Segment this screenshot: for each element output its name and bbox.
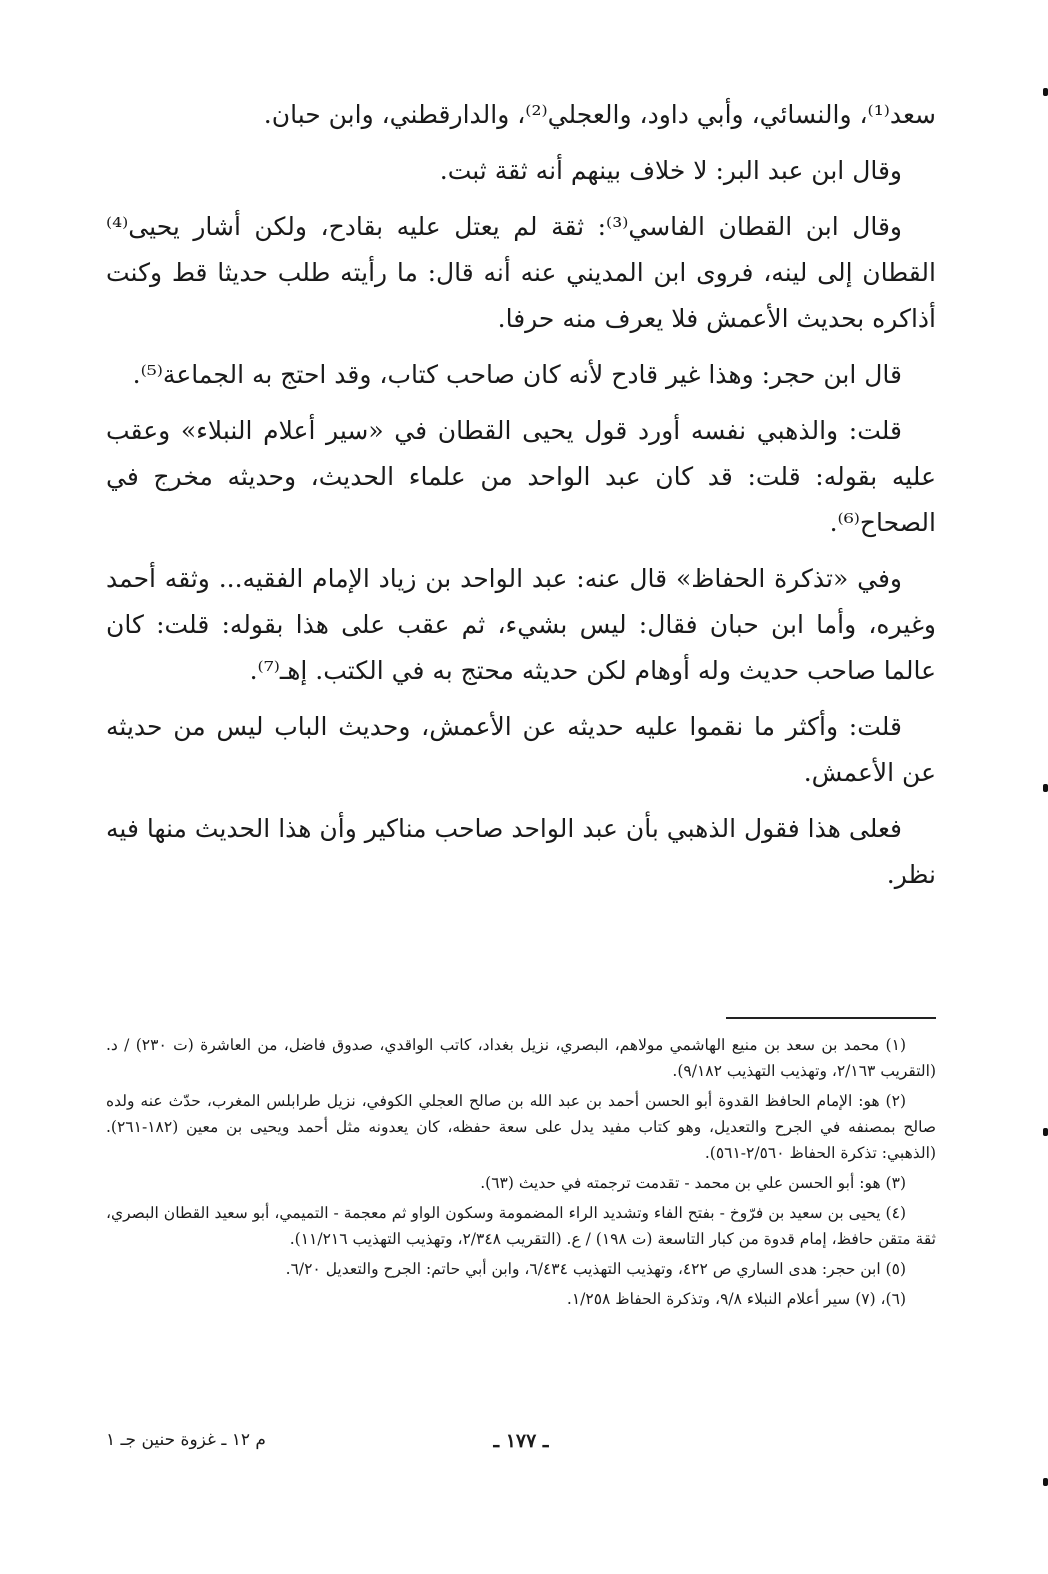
paragraph: قلت: والذهبي نفسه أورد قول يحيى القطان في «سير أعلام النبلاء» وعقب عليه بقوله: قلت: قد كان عبد الواحد من علماء الحديث، وحديثه مخرج في الصحاح⁽⁶⁾. xyxy=(106,416,936,537)
footnote: (٢) هو: الإمام الحافظ القدوة أبو الحسن أحمد بن عبد الله بن صالح العجلي الكوفي، نزيل طرابلس المغرب، حدّث عنه ولده صالح بمصنفه في الجرح والتعديل، وهو كتاب مفيد يدل على سعة حفظه، كان يعدونه مثل أحمد ويحيى بن معين (١٨٢-٢٦١). (الذهبي: تذكرة الحفاظ ٢/٥٦٠-٥٦١). xyxy=(106,1092,936,1162)
footnote: (٤) يحيى بن سعيد بن فرّوخ - بفتح الفاء وتشديد الراء المضمومة وسكون الواو ثم معجمة - التميمي، أبو سعيد القطان البصري، ثقة متقن حافظ، إمام قدوة من كبار التاسعة (ت ١٩٨) / ع. (التقريب ٢/٣٤٨، وتهذيب التهذيب ١١/٢١٦). xyxy=(106,1204,936,1248)
signature-mark: م ١٢ ـ غزوة حنين جـ ١ xyxy=(106,1430,266,1450)
paragraph: قال ابن حجر: وهذا غير قادح لأنه كان صاحب كتاب، وقد احتج به الجماعة⁽⁵⁾. xyxy=(132,360,902,389)
paragraph: وقال ابن القطان الفاسي⁽³⁾: ثقة لم يعتل عليه بقادح، ولكن أشار يحيى⁽⁴⁾ القطان إلى لينه، فروى ابن المديني عنه أنه قال: ما رأيته طلب حديثا قط وكنت أذاكره بحديث الأعمش فلا يعرف منه حرفا. xyxy=(106,212,936,333)
margin-dot xyxy=(1043,1478,1048,1486)
margin-dot xyxy=(1043,784,1048,792)
footnote: (١) محمد بن سعد بن منيع الهاشمي مولاهم، البصري، نزيل بغداد، كاتب الواقدي، صدوق فاضل، من العاشرة (ت ٢٣٠) / د. (التقريب ٢/١٦٣، وتهذيب التهذيب ٩/١٨٢). xyxy=(106,1036,936,1080)
main-text xyxy=(106,92,936,908)
paragraph: وقال ابن عبد البر: لا خلاف بينهم أنه ثقة ثبت. xyxy=(439,156,902,185)
paragraph: قلت: وأكثر ما نقموا عليه حديثه عن الأعمش، وحديث الباب ليس من حديثه عن الأعمش. xyxy=(106,712,936,787)
footnotes xyxy=(106,1032,936,1316)
margin-dot xyxy=(1043,1128,1048,1136)
footnote: (٦)، (٧) سير أعلام النبلاء ٩/٨، وتذكرة الحفاظ ١/٢٥٨. xyxy=(566,1290,906,1308)
paragraph: سعد⁽¹⁾، والنسائي، وأبي داود، والعجلي⁽²⁾، والدارقطني، وابن حبان. xyxy=(263,100,936,129)
footnote: (٣) هو: أبو الحسن علي بن محمد - تقدمت ترجمته في حديث (٦٣). xyxy=(480,1174,906,1192)
paragraph: فعلى هذا فقول الذهبي بأن عبد الواحد صاحب مناكير وأن هذا الحديث منها فيه نظر. xyxy=(106,814,936,889)
page-footer xyxy=(106,1430,936,1460)
footnote-separator xyxy=(726,1017,936,1019)
paragraph: وفي «تذكرة الحفاظ» قال عنه: عبد الواحد بن زياد الإمام الفقيه... وثقه أحمد وغيره، وأما ابن حبان فقال: ليس بشيء، ثم عقب على هذا بقوله: قلت: كان عالما صاحب حديث وله أوهام لكن حديثه محتج به في الكتب. إهـ⁽⁷⁾. xyxy=(106,564,936,685)
page-number: ـ ١٧٧ ـ xyxy=(493,1430,549,1452)
margin-dot xyxy=(1043,88,1048,96)
footnote: (٥) ابن حجر: هدى الساري ص ٤٢٢، وتهذيب التهذيب ٦/٤٣٤، وابن أبي حاتم: الجرح والتعديل ٦/٢٠. xyxy=(285,1260,906,1278)
